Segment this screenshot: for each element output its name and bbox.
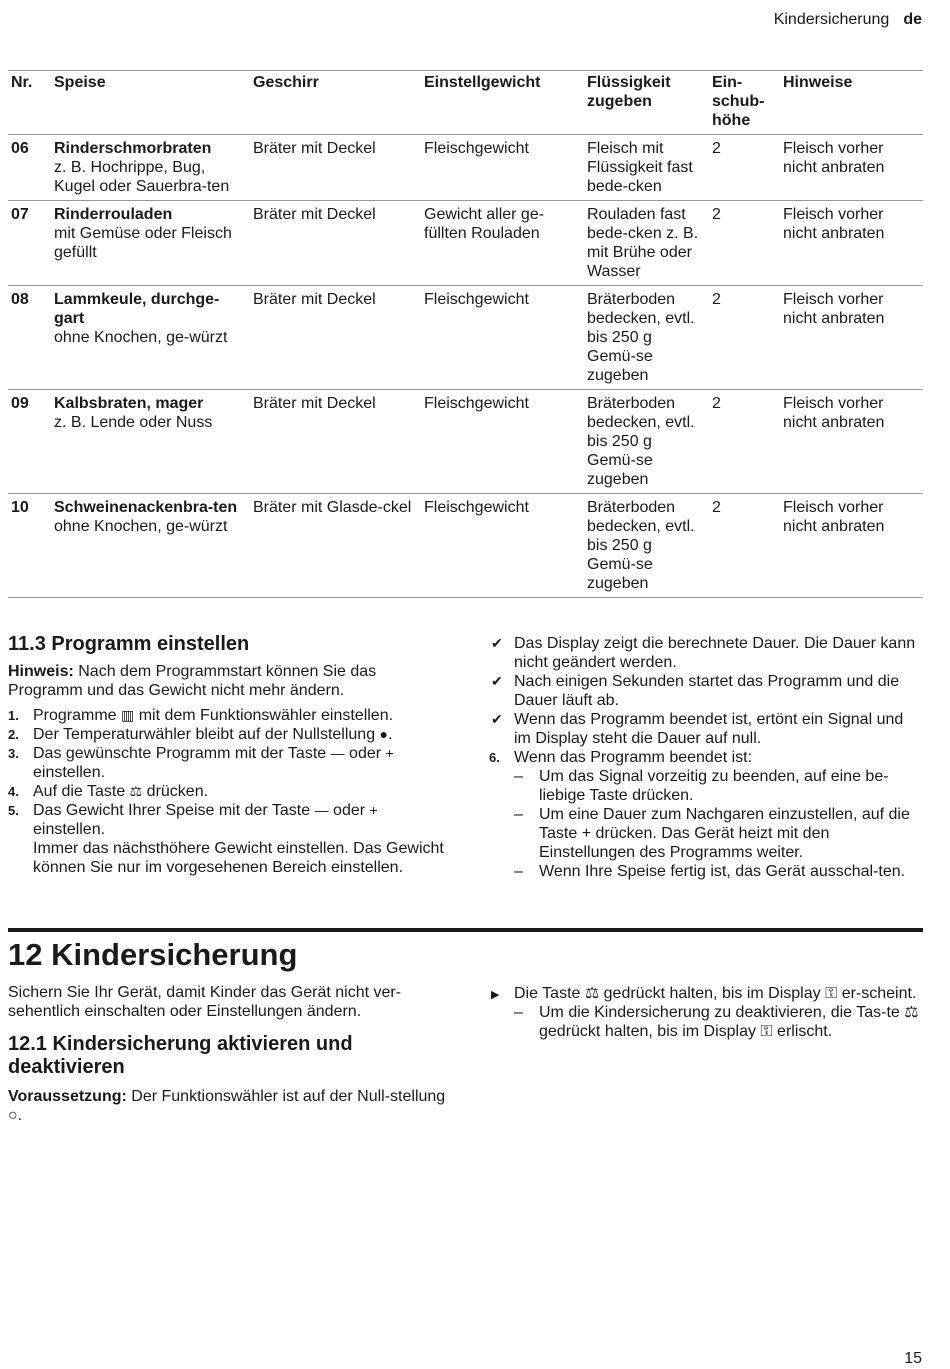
step-text: Auf die Taste	[33, 783, 130, 800]
action-substep	[489, 1003, 919, 1041]
header-language: de	[903, 11, 922, 28]
col-header-fluessigkeit: Flüssigkeit zugeben	[584, 71, 709, 135]
col-header-nr: Nr.	[8, 71, 51, 135]
step-number: 5.	[8, 803, 19, 818]
check-icon: ✔	[491, 673, 503, 689]
note-paragraph	[8, 662, 448, 700]
dash-icon: –	[514, 806, 523, 823]
table-row	[8, 201, 923, 286]
cell-geschirr: Bräter mit Deckel	[250, 286, 421, 390]
requirement-paragraph	[8, 1087, 448, 1125]
header-section-title: Kindersicherung	[773, 11, 890, 28]
step-text: oder	[344, 745, 386, 762]
step-text: Der Temperaturwähler bleibt auf der Nullstellung	[33, 726, 380, 743]
check-icon: ✔	[491, 635, 503, 651]
step-icon: +	[385, 745, 394, 761]
cell-fluessigkeit: Fleisch mit Flüssigkeit fast bede-cken	[584, 135, 709, 201]
substep-text: Um das Signal vorzeitig zu beenden, auf eine be-liebige Taste drücken.	[539, 768, 889, 804]
step-number: 4.	[8, 784, 19, 799]
step-text: .	[388, 726, 393, 743]
step-item	[8, 782, 448, 801]
step-item	[8, 744, 448, 782]
result-list	[489, 634, 919, 748]
step-number: 2.	[8, 727, 19, 742]
cell-speise	[51, 390, 250, 494]
section-divider	[8, 928, 923, 932]
step-item	[8, 706, 448, 725]
cell-einstellgewicht: Fleischgewicht	[421, 494, 584, 598]
substep-text: Wenn Ihre Speise fertig ist, das Gerät ausschal-ten.	[539, 863, 906, 880]
cell-einstellgewicht: Fleischgewicht	[421, 286, 584, 390]
requirement-label: Voraussetzung:	[8, 1088, 127, 1105]
action-step	[489, 984, 919, 1003]
cell-einstellgewicht: Fleischgewicht	[421, 135, 584, 201]
cell-hinweise: Fleisch vorher nicht anbraten	[780, 494, 923, 598]
step-item	[8, 801, 448, 839]
step-text: Das gewünschte Programm mit der Taste	[33, 745, 331, 762]
note-label: Hinweis:	[8, 663, 74, 680]
result-item	[489, 634, 919, 672]
dish-description: z. B. Hochrippe, Bug, Kugel oder Sauerbra-ten	[54, 159, 230, 195]
cell-hinweise: Fleisch vorher nicht anbraten	[780, 201, 923, 286]
action-substep-text: Um die Kindersicherung zu deaktivieren, die Tas-te ⚖ gedrückt halten, bis im Display ⚿ erlischt.	[539, 1004, 919, 1040]
col-header-einstellgewicht: Einstellgewicht	[421, 71, 584, 135]
result-text: Wenn das Programm beendet ist, ertönt ein Signal und im Display steht die Dauer auf null.	[514, 711, 904, 747]
step-icon: ●	[379, 726, 389, 742]
step-text: einstellen.	[33, 821, 106, 838]
step-text: Programme	[33, 707, 122, 724]
step-6-sublist	[489, 767, 919, 881]
cell-hinweise: Fleisch vorher nicht anbraten	[780, 390, 923, 494]
cell-einstellgewicht: Gewicht aller ge-füllten Rouladen	[421, 201, 584, 286]
dish-name: Rinderschmorbraten	[54, 140, 212, 157]
step-text: Wenn das Programm beendet ist:	[514, 749, 753, 766]
cell-nr: 08	[8, 286, 51, 390]
cell-speise	[51, 494, 250, 598]
section-12-left	[8, 937, 448, 1125]
cell-fluessigkeit: Bräterboden bedecken, evtl. bis 250 g Gemü-se zugeben	[584, 494, 709, 598]
table-header-row	[8, 71, 923, 135]
step-item	[8, 725, 448, 744]
dish-name: Lammkeule, durchge-gart	[54, 291, 220, 327]
dish-description: mit Gemüse oder Fleisch gefüllt	[54, 225, 232, 261]
dish-name: Kalbsbraten, mager	[54, 395, 204, 412]
step-icon: —	[330, 745, 345, 761]
dish-description: z. B. Lende oder Nuss	[54, 414, 213, 431]
section-11-3-title: 11.3 Programm einstellen	[8, 633, 250, 655]
page-header	[774, 11, 922, 29]
arrow-icon: ▶	[491, 989, 500, 1001]
table-row	[8, 286, 923, 390]
cell-nr: 06	[8, 135, 51, 201]
step-text: Das Gewicht Ihrer Speise mit der Taste	[33, 802, 315, 819]
cell-geschirr: Bräter mit Deckel	[250, 390, 421, 494]
substep-item	[489, 767, 919, 805]
section-12-intro: Sichern Sie Ihr Gerät, damit Kinder das Gerät nicht ver-sehentlich einschalten oder Einstellungen ändern.	[8, 984, 402, 1020]
section-11-3-left	[8, 632, 448, 877]
step-text: oder	[328, 802, 370, 819]
result-item	[489, 672, 919, 710]
step-6	[489, 748, 919, 767]
note-text: Nach dem Programmstart können Sie das Programm und das Gewicht nicht mehr ändern.	[8, 663, 377, 699]
dash-icon: –	[514, 768, 523, 785]
cell-speise	[51, 135, 250, 201]
cell-nr: 09	[8, 390, 51, 494]
check-icon: ✔	[491, 711, 503, 727]
substep-text: Um eine Dauer zum Nachgaren einzustellen, auf die Taste + drücken. Das Gerät heizt mit den Einstellungen des Programms weiter.	[539, 806, 910, 861]
cell-hinweise: Fleisch vorher nicht anbraten	[780, 286, 923, 390]
col-header-hinweise: Hinweise	[780, 71, 923, 135]
substep-item	[489, 862, 919, 881]
step-icon: —	[314, 802, 329, 818]
cell-einschubhoehe: 2	[709, 286, 780, 390]
requirement-text: Der Funktionswähler ist auf der Null-stellung ○.	[8, 1088, 446, 1124]
cell-nr: 07	[8, 201, 51, 286]
cell-einschubhoehe: 2	[709, 390, 780, 494]
dish-description: ohne Knochen, ge-würzt	[54, 329, 228, 346]
cell-speise	[51, 286, 250, 390]
result-text: Nach einigen Sekunden startet das Programm und die Dauer läuft ab.	[514, 673, 900, 709]
dish-description: ohne Knochen, ge-würzt	[54, 518, 228, 535]
section-11-3-right	[489, 634, 919, 881]
cell-geschirr: Bräter mit Deckel	[250, 201, 421, 286]
cell-einschubhoehe: 2	[709, 201, 780, 286]
cell-nr: 10	[8, 494, 51, 598]
result-text: Das Display zeigt die berechnete Dauer. Die Dauer kann nicht geändert werden.	[514, 635, 916, 671]
page-number: 15	[904, 1350, 922, 1367]
cell-fluessigkeit: Bräterboden bedecken, evtl. bis 250 g Gemü-se zugeben	[584, 390, 709, 494]
table-row	[8, 390, 923, 494]
step-list	[8, 706, 448, 839]
substep-item	[489, 805, 919, 862]
cell-speise	[51, 201, 250, 286]
cell-einschubhoehe: 2	[709, 494, 780, 598]
col-header-geschirr: Geschirr	[250, 71, 421, 135]
section-12-1-title: 12.1 Kindersicherung aktivieren und deaktivieren	[8, 1033, 353, 1078]
step-number: 6.	[489, 750, 500, 765]
cell-fluessigkeit: Bräterboden bedecken, evtl. bis 250 g Gemü-se zugeben	[584, 286, 709, 390]
step-number: 3.	[8, 746, 19, 761]
step-text: drücken.	[142, 783, 209, 800]
table-row	[8, 494, 923, 598]
step-text: einstellen.	[33, 764, 106, 781]
step-number: 1.	[8, 708, 19, 723]
table-row	[8, 135, 923, 201]
cell-geschirr: Bräter mit Deckel	[250, 135, 421, 201]
step-icon: +	[369, 802, 378, 818]
dash-icon: –	[514, 1004, 523, 1021]
step-icon: ⚖	[129, 783, 143, 799]
action-text: Die Taste ⚖ gedrückt halten, bis im Display ⚿ er-scheint.	[514, 985, 917, 1002]
cell-einschubhoehe: 2	[709, 135, 780, 201]
step-5-extra: Immer das nächsthöhere Gewicht einstellen. Das Gewicht können Sie nur im vorgesehenen Bereich einstellen.	[33, 840, 444, 876]
col-header-speise: Speise	[51, 71, 250, 135]
section-12-title: 12 Kindersicherung	[8, 937, 298, 972]
cell-einstellgewicht: Fleischgewicht	[421, 390, 584, 494]
step-text: mit dem Funktionswähler einstellen.	[134, 707, 394, 724]
cell-hinweise: Fleisch vorher nicht anbraten	[780, 135, 923, 201]
step-icon: ▥	[121, 707, 135, 723]
section-12-right	[489, 984, 919, 1041]
dish-name: Rinderrouladen	[54, 206, 173, 223]
dash-icon: –	[514, 863, 523, 880]
cell-geschirr: Bräter mit Glasde-ckel	[250, 494, 421, 598]
dish-name: Schweinenackenbra-ten	[54, 499, 238, 516]
program-table	[8, 70, 923, 598]
col-header-einschubhoehe: Ein-schub-höhe	[709, 71, 780, 135]
cell-fluessigkeit: Rouladen fast bede-cken z. B. mit Brühe oder Wasser	[584, 201, 709, 286]
result-item	[489, 710, 919, 748]
